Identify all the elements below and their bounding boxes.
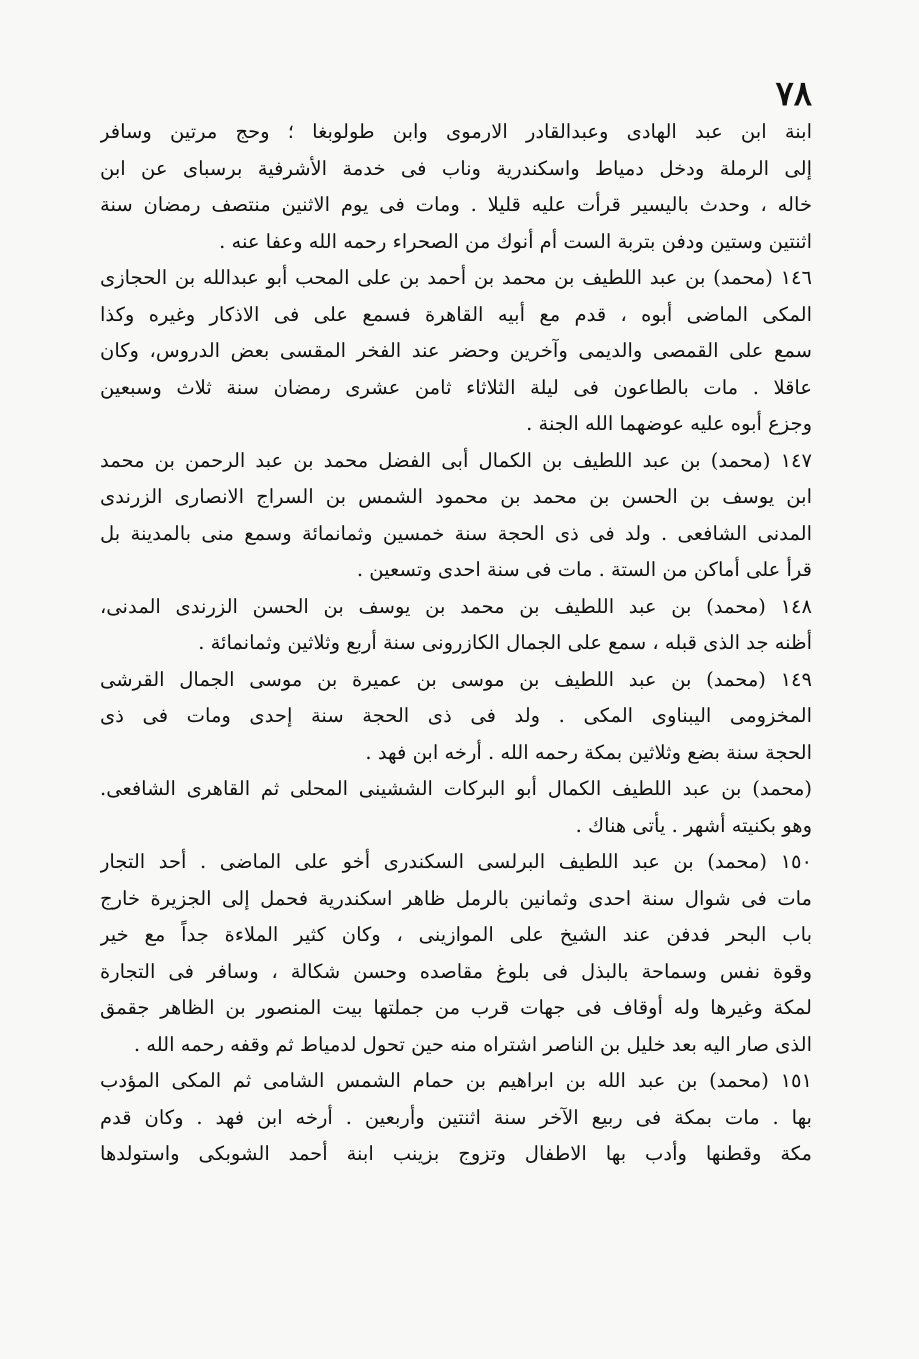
text-line: اثنتين وستين ودفن بتربة الست أم أنوك من الصحراء رحمه الله وعفا عنه . xyxy=(219,229,812,253)
text-line: ١٤٩ (محمد) بن عبد اللطيف بن موسى بن عميرة بن موسى الجمال القرشى xyxy=(100,667,812,691)
text-line: ابن يوسف بن الحسن بن محمد بن محمود الشمس بن السراج الانصارى الزرندى xyxy=(100,485,812,508)
text-line: ١٤٧ (محمد) بن عبد اللطيف بن الكمال أبى الفضل محمد بن عبد الرحمن بن محمد xyxy=(100,448,812,472)
text-line: باب البحر فدفن عند الشيخ على الموازينى ، وكان كثير الملاءة جداً مع خير xyxy=(100,923,812,946)
text-line: قرأ على أماكن من الستة . مات فى سنة احدى وتسعين . xyxy=(356,558,812,581)
book-page xyxy=(100,70,812,1270)
text-line: المكى الماضى أبوه ، قدم مع أبيه القاهرة فسمع على فى الاذكار وغيره وكذا xyxy=(100,302,812,326)
text-line: لمكة وغيرها وله أوقاف فى جهات قرب من جملتها بيت المنصور بن الظاهر جقمق xyxy=(100,996,812,1019)
text-line: (محمد) بن عبد اللطيف الكمال أبو البركات الششينى المحلى ثم القاهرى الشافعى. xyxy=(100,777,812,800)
body-text xyxy=(100,114,812,1173)
text-line: مكة وقطنها وأدب بها الاطفال وتزوج بزينب ابنة أحمد الشوبكى واستولدها xyxy=(100,1142,812,1165)
text-line: ١٤٨ (محمد) بن عبد اللطيف بن محمد بن يوسف بن الحسن الزرندى المدنى، xyxy=(100,594,812,618)
text-line: ابنة ابن عبد الهادى وعبدالقادر الارموى وابن طولوبغا ؛ وحج مرتين وسافر xyxy=(100,120,812,143)
text-line: بها . مات بمكة فى ربيع الآخر سنة اثنتين وأربعين . أرخه ابن فهد . وكان قدم xyxy=(100,1105,812,1129)
text-line: الذى صار اليه بعد خليل بن الناصر اشتراه منه حين تحول لدمياط ثم وقفه رحمه الله . xyxy=(133,1032,812,1056)
text-line: ١٥١ (محمد) بن عبد الله بن ابراهيم بن حمام الشمس الشامى ثم المكى المؤدب xyxy=(100,1069,812,1092)
text-line: المخزومى اليبناوى المكى . ولد فى ذى الحجة سنة إحدى ومات فى ذى xyxy=(100,704,812,727)
text-line: خاله ، وحدث باليسير قرأت عليه قليلا . ومات فى يوم الاثنين منتصف رمضان سنة xyxy=(100,193,812,216)
text-line: المدنى الشافعى . ولد فى ذى الحجة سنة خمسين وثمانمائة وسمع منى بالمدينة بل xyxy=(100,521,812,545)
page-number: ٧٨ xyxy=(775,74,812,114)
text-line: إلى الرملة ودخل دمياط واسكندرية وناب فى خدمة الأشرفية برسباى عن ابن xyxy=(100,156,812,180)
text-line: الحجة سنة بضع وثلاثين بمكة رحمه الله . أرخه ابن فهد . xyxy=(365,740,812,764)
text-line: ١٤٦ (محمد) بن عبد اللطيف بن محمد بن أحمد بن على المحب أبو عبدالله بن الحجازى xyxy=(100,266,812,289)
text-line: سمع على القمصى والديمى وآخرين وحضر عند الفخر المقسى بعض الدروس، وكان xyxy=(100,339,812,362)
text-line: ١٥٠ (محمد) بن عبد اللطيف البرلسى السكندرى أخو على الماضى . أحد التجار xyxy=(100,850,812,873)
text-line: وقوة نفس وسماحة بالبذل فى بلوغ مقاصده وحسن شكالة ، وسافر فى التجارة xyxy=(100,959,812,983)
text-line: مات فى شوال سنة احدى وثمانين بالرمل ظاهر اسكندرية فحمل إلى الجزيرة خارج xyxy=(100,886,812,910)
text-line: عاقلا . مات بالطاعون فى ليلة الثلاثاء ثامن عشرى رمضان سنة ثلاث وسبعين xyxy=(100,375,812,399)
text-line: وجزع أبوه عليه عوضهما الله الجنة . xyxy=(526,412,812,435)
text-line: وهو بكنيته أشهر . يأتى هناك . xyxy=(575,813,812,837)
text-line: أظنه جد الذى قبله ، سمع على الجمال الكازرونى سنة أربع وثلاثين وثمانمائة . xyxy=(198,631,812,654)
